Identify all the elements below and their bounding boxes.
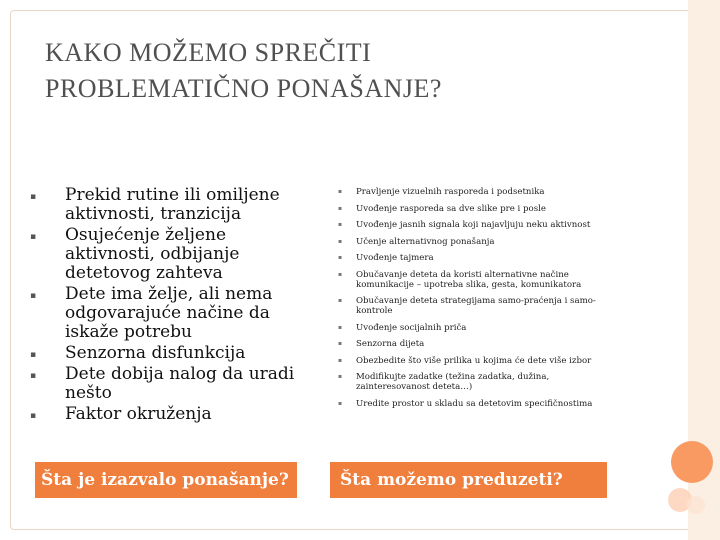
list-item: ▪ Dete dobija nalog da uradi nešto [30,364,295,403]
bullet-icon: ▪ [338,297,343,304]
bullet-icon: ▪ [338,356,343,364]
list-item: ▪ Uvođenje tajmera [338,253,434,263]
bullet-icon: ▪ [338,204,343,212]
bullet-icon: ▪ [30,371,37,381]
list-item: ▪ Modifikujte zadatke (težina zadatka, dužina, zainteresovanost deteta…) [338,372,550,392]
list-item: ▪ Uredite prostor u skladu sa detetovim specifičnostima [338,398,593,409]
bullet-icon: ▪ [338,373,343,380]
bullet-icon: ▪ [30,291,37,301]
list-item: ▪ Obučavanje deteta strategijama samo-praćenja i samo-kontrole [338,296,596,316]
list-item: ▪ Uvođenje jasnih signala koji najavljuju neku aktivnost [338,220,591,230]
bullet-icon: ▪ [30,350,37,360]
list-item: ▪ Uvođenje socijalnih priča [338,322,467,333]
list-item: ▪ Obučavanje deteta da koristi alternativne načine komunikacije – upotreba slika, gesta, komunikatora [338,269,582,290]
bullet-icon: ▪ [30,232,37,242]
footer-label-causes: Šta je izazvalo ponašanje? [35,462,297,498]
list-item: ▪ Dete ima želje, ali nema odgovarajuće načine da iskaže potrebu [30,284,273,342]
bullet-icon: ▪ [338,221,343,228]
bullet-icon: ▪ [338,188,343,195]
list-item: ▪ Senzorna disfunkcija [30,343,246,363]
slide-title: KAKO MOŽEMO SPREČITI PROBLEMATIČNO PONAŠANJE? [45,38,442,103]
bullet-icon: ▪ [338,323,343,331]
bullet-icon: ▪ [338,270,343,278]
bullet-icon: ▪ [338,399,343,407]
decorative-circle-large [671,441,713,483]
bullet-icon: ▪ [30,411,37,421]
list-item: ▪ Senzorna dijeta [338,339,425,349]
bullet-icon: ▪ [338,254,343,261]
bullet-icon: ▪ [338,237,343,245]
causes-list [28,186,298,426]
actions-list [336,187,606,415]
list-item: ▪ Faktor okruženja [30,404,212,424]
list-item: ▪ Obezbedite što više prilika u kojima će dete više izbor [338,355,592,366]
list-item: ▪ Uvođenje rasporeda sa dve slike pre i posle [338,203,546,214]
bullet-icon: ▪ [338,340,343,347]
list-item: ▪ Osujećenje željene aktivnosti, odbijanje detetovog zahteva [30,225,240,283]
bullet-icon: ▪ [30,192,37,202]
list-item: ▪ Prekid rutine ili omiljene aktivnosti, tranzicija [30,185,280,224]
list-item: ▪ Učenje alternativnog ponašanja [338,236,495,247]
list-item: ▪ Pravljenje vizuelnih rasporeda i podsetnika [338,187,545,197]
footer-label-actions: Šta možemo preduzeti? [330,462,607,498]
decorative-circle-tiny [687,496,705,514]
